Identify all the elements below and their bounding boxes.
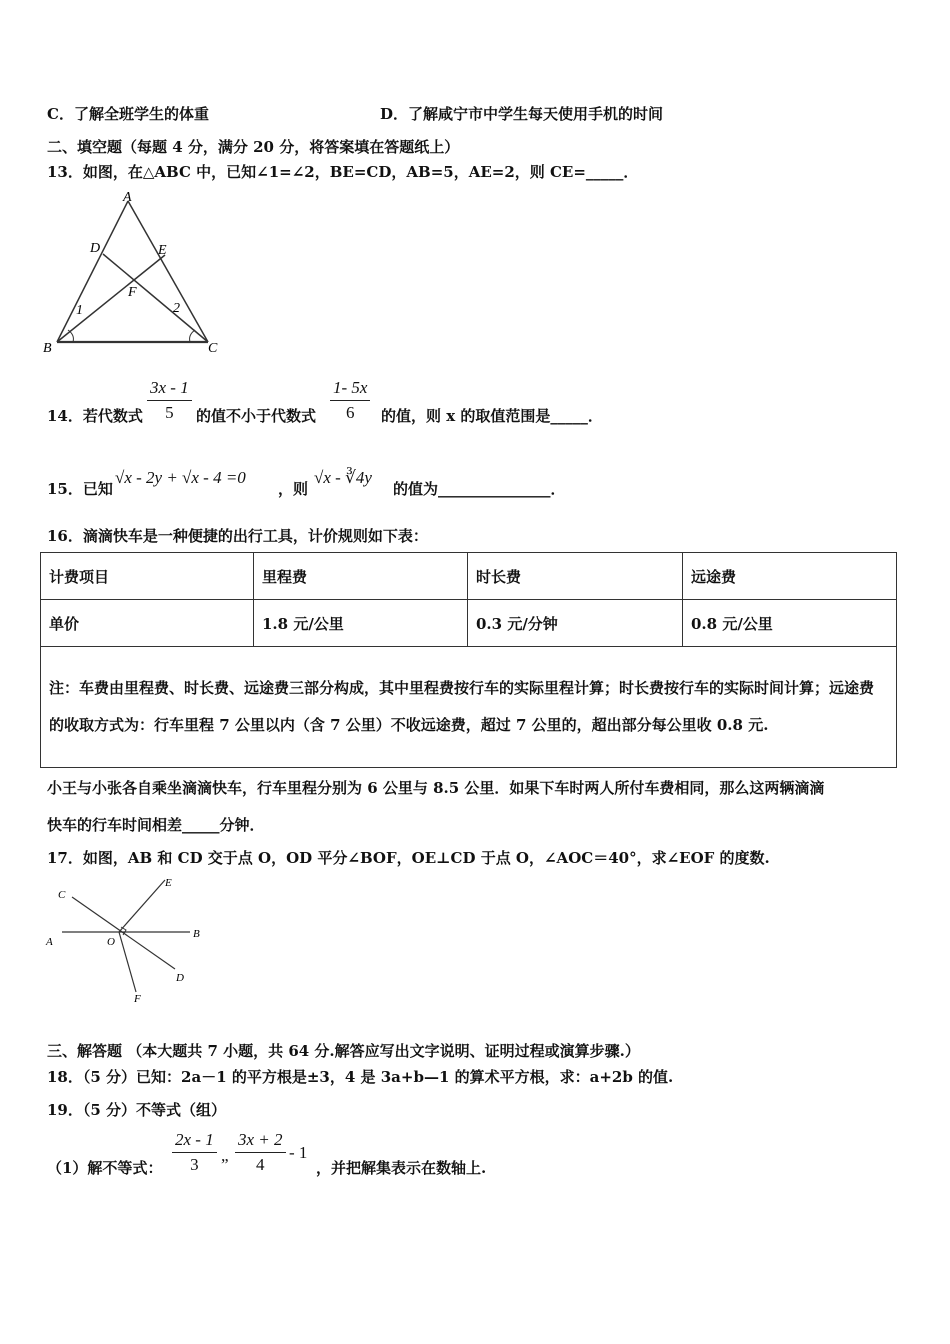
q13-triangle-figure — [40, 188, 230, 360]
fee-header-time: 时长费 — [468, 553, 683, 600]
q14-prefix: 14．若代数式 — [47, 407, 143, 425]
fee-table-header-row — [41, 553, 897, 600]
fee-price-distance: 1.8 元/公里 — [254, 600, 468, 647]
q14-frac2-den: 6 — [345, 403, 355, 422]
q19-part1-prefix: （1）解不等式： — [47, 1159, 163, 1177]
q16-after-line1: 小王与小张各自乘坐滴滴快车，行车里程分别为 6 公里与 8.5 公里．如果下车时两人所付车费相同，那么这两辆滴滴 — [47, 779, 825, 797]
q14-frac1-den: 5 — [165, 403, 174, 422]
fig13-label-1: 1 — [76, 303, 83, 318]
fig13-label-b: B — [43, 341, 52, 356]
q13-text: 13．如图，在△ABC 中，已知∠1=∠2，BE=CD，AB=5，AE=2，则 CE=_____． — [47, 163, 639, 181]
fig17-label-o: O — [107, 936, 115, 948]
fig17-label-c: C — [58, 889, 66, 901]
q19-part1-suffix: ，并把解集表示在数轴上. — [316, 1159, 487, 1177]
q15-expression-2: √x - ∛4y — [314, 468, 372, 487]
q19-fraction-1 — [172, 1130, 217, 1175]
fig13-label-d: D — [90, 241, 101, 256]
q15-expression-1: √x - 2y + √x - 4 =0 — [115, 468, 246, 487]
fig17-label-a: A — [46, 936, 53, 948]
fig17-label-b: B — [193, 928, 200, 940]
q19-fraction-2 — [235, 1130, 286, 1175]
q19-frac2-den: 4 — [256, 1155, 265, 1174]
fig17-label-d: D — [176, 972, 184, 984]
option-d: D．了解咸宁市中学生每天使用手机的时间 — [380, 105, 664, 123]
fee-table-note-row — [41, 647, 897, 768]
q19-tail: - 1 — [289, 1143, 308, 1162]
q14-fraction-2 — [330, 378, 370, 423]
fig17-label-e: E — [165, 877, 172, 889]
option-c: C．了解全班学生的体重 — [47, 105, 209, 123]
q15-suffix: 的值为_______________． — [393, 480, 566, 498]
fee-table-price-row — [41, 600, 897, 647]
q14-fraction-1 — [147, 378, 192, 423]
q14-frac1-num: 3x - 1 — [147, 378, 192, 401]
fee-table-note: 注：车费由里程费、时长费、远途费三部分构成，其中里程费按行车的实际里程计算；时长费按行车的实际时间计算；远途费的收取方式为：行车里程 7 公里以内（含 7 公里）不收远途费，超过 7 公里的，超出部分每公里收 0.8 元. — [41, 647, 897, 768]
q16-after-line2: 快车的行车时间相差_____分钟． — [47, 816, 265, 834]
fee-header-item: 计费项目 — [41, 553, 254, 600]
fee-price-label: 单价 — [41, 600, 254, 647]
q17-lines-figure — [40, 872, 210, 1010]
fee-header-longdistance: 远途费 — [683, 553, 897, 600]
fig13-label-e: E — [158, 243, 167, 258]
q14-middle: 的值不小于代数式 — [196, 407, 317, 425]
fig17-label-f: F — [134, 993, 141, 1005]
fig13-label-f: F — [128, 285, 137, 300]
q18-text: 18．（5 分）已知：2a－1 的平方根是±3，4 是 3a+b—1 的算术平方根，求：a+2b 的值. — [47, 1068, 674, 1086]
q16-intro: 16．滴滴快车是一种便捷的出行工具，计价规则如下表： — [47, 527, 428, 545]
q14-frac2-num: 1- 5x — [330, 378, 370, 401]
section3-title: 三、解答题 （本大题共 7 小题，共 64 分.解答应写出文字说明、证明过程或演算步骤.） — [47, 1042, 640, 1060]
q19-relation: „ — [221, 1146, 229, 1165]
q19-frac1-den: 3 — [190, 1155, 199, 1174]
q15-middle: ，则 — [278, 480, 309, 498]
fig13-label-c: C — [208, 341, 218, 356]
q19-frac1-num: 2x - 1 — [172, 1130, 217, 1153]
section2-title: 二、填空题（每题 4 分，满分 20 分，将答案填在答题纸上） — [47, 138, 460, 156]
fig13-label-2: 2 — [173, 301, 180, 316]
fee-price-longdistance: 0.8 元/公里 — [683, 600, 897, 647]
q15-prefix: 15．已知 — [47, 480, 113, 498]
fig13-label-a: A — [123, 190, 132, 205]
q19-title: 19．（5 分）不等式（组） — [47, 1101, 227, 1119]
fee-price-time: 0.3 元/分钟 — [468, 600, 683, 647]
fee-header-distance: 里程费 — [254, 553, 468, 600]
fee-table — [40, 552, 897, 768]
q19-frac2-num: 3x + 2 — [235, 1130, 286, 1153]
q17-text: 17．如图，AB 和 CD 交于点 O，OD 平分∠BOF，OE⊥CD 于点 O，∠AOC＝40°，求∠EOF 的度数. — [47, 849, 770, 867]
q14-suffix: 的值，则 x 的取值范围是_____． — [381, 407, 603, 425]
